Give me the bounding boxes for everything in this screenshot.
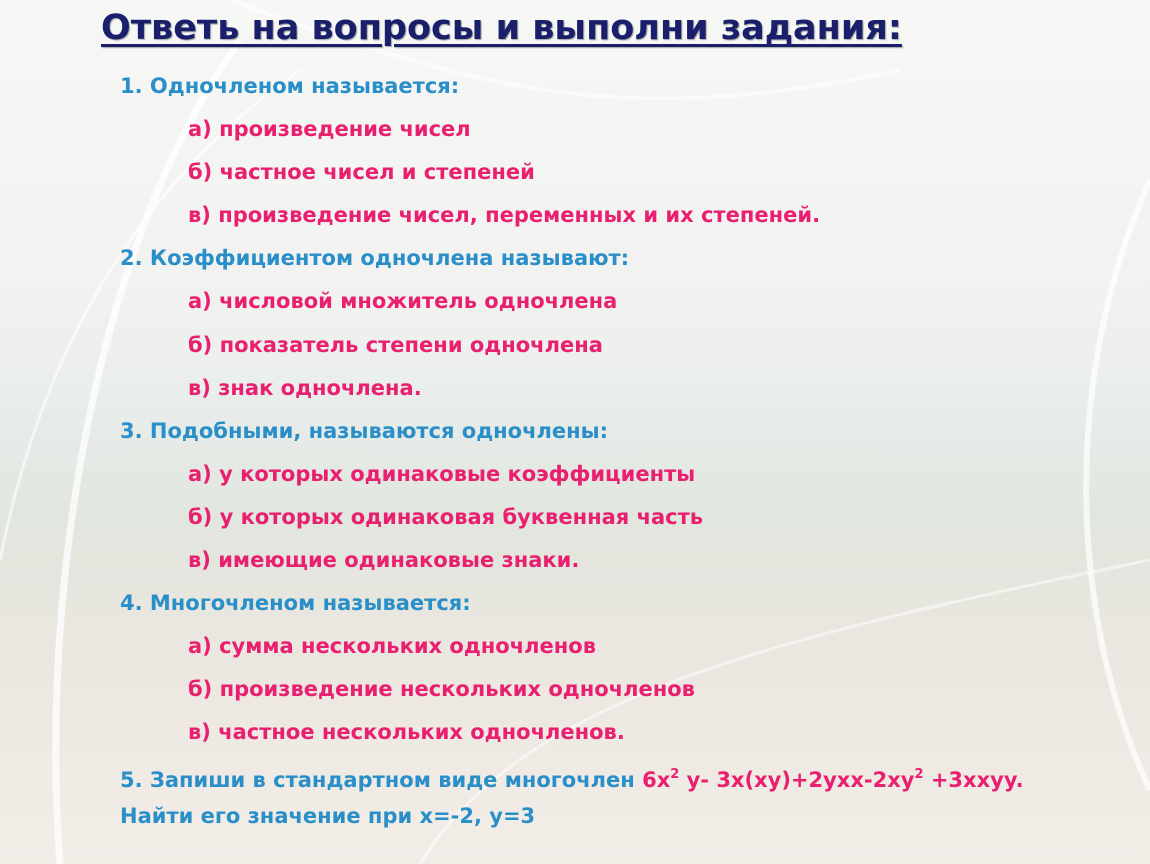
question-1-option-b: б) частное чисел и степеней <box>188 160 535 184</box>
task-5 <box>120 762 1080 834</box>
question-1-option-a: а) произведение чисел <box>188 117 471 141</box>
formula-exponent-1: 2 <box>670 767 680 782</box>
task-5-outro: Найти его значение при х=-2, у=3 <box>120 804 536 828</box>
question-2-option-a: а) числовой множитель одночлена <box>188 289 618 313</box>
formula-part-2: у- 3х(ху)+2ухх-2ху <box>679 768 915 792</box>
question-2-option-b: б) показатель степени одночлена <box>188 333 603 357</box>
task-5-intro: 5. Запиши в стандартном виде многочлен <box>120 768 643 792</box>
question-1: 1. Одночленом называется: <box>120 74 460 98</box>
question-2-option-c: в) знак одночлена. <box>188 376 422 400</box>
slide-title: Ответь на вопросы и выполни задания: <box>101 8 902 48</box>
formula-part-3: +3xxyy. <box>923 768 1024 792</box>
question-4-option-c: в) частное нескольких одночленов. <box>188 720 625 744</box>
question-4-option-b: б) произведение нескольких одночленов <box>188 677 695 701</box>
question-4: 4. Многочленом называется: <box>120 591 471 615</box>
question-3: 3. Подобными, называются одночлены: <box>120 419 609 443</box>
question-1-option-c: в) произведение чисел, переменных и их степеней. <box>188 203 821 227</box>
formula-part-1: 6х <box>642 768 671 792</box>
question-3-option-b: б) у которых одинаковая буквенная часть <box>188 505 704 529</box>
formula-exponent-2: 2 <box>914 767 924 782</box>
task-5-formula <box>642 768 1023 792</box>
question-3-option-a: а) у которых одинаковые коэффициенты <box>188 462 696 486</box>
question-2: 2. Коэффициентом одночлена называют: <box>120 246 630 270</box>
question-3-option-c: в) имеющие одинаковые знаки. <box>188 548 580 572</box>
question-4-option-a: а) сумма нескольких одночленов <box>188 634 596 658</box>
